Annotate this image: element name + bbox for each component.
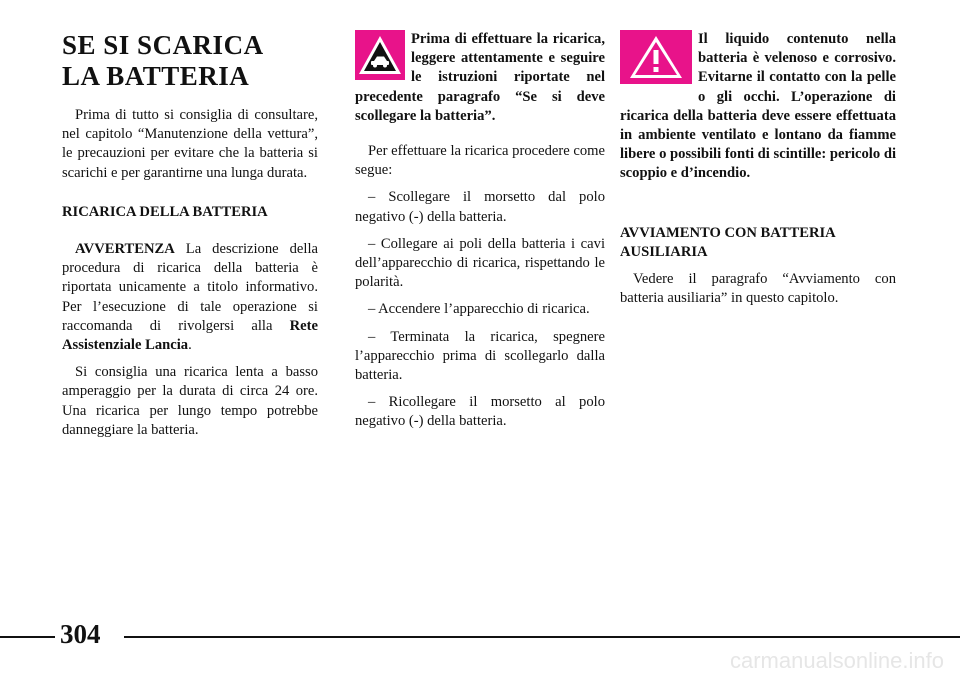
avvertenza-end: .	[188, 337, 192, 354]
procedure-step-5: – Ricollegare il morsetto al polo negativo (-) della batteria.	[355, 394, 605, 430]
page-number: 304	[60, 619, 101, 649]
intro-paragraph: Prima di tutto si consiglia di consultare, nel capitolo “Manutenzione della vettura”, le precauzioni per evitare che la batteria si scarichi e per garantirne una lunga durata.	[62, 107, 318, 181]
procedure-intro: Per effettuare la ricarica procedere come segue:	[355, 143, 605, 179]
footer-rule-right	[124, 636, 960, 638]
watermark: carmanualsonline.info	[729, 648, 944, 673]
section-heading-ricarica: RICARICA DELLA BATTERIA	[62, 203, 268, 220]
procedure-step-4: – Terminata la ricarica, spegnere l’apparecchio prima di scollegarlo dalla batteria.	[355, 328, 605, 384]
footer-rule-left	[0, 636, 55, 638]
warning-text-ricarica: Prima di effettuare la ricarica, leggere attentamente e seguire le istruzioni riportate nel precedente paragrafo “Se si deve scollegare la batteria”.	[355, 31, 605, 124]
advice-paragraph: Si consiglia una ricarica lenta a basso amperaggio per la durata di circa 24 ore. Una ricarica per lungo tempo potrebbe danneggiare la batteria.	[62, 364, 318, 438]
warning-text-liquido: Il liquido contenuto nella batteria è velenoso e corrosivo. Evitarne il contatto con la pelle o gli occhi. L’operazione di ricarica della batteria deve essere effettuata in ambiente ventilato e lontano da fiamme libere o possibili fonti di scintille: pericolo di scoppio e d’incendio.	[620, 31, 896, 182]
column-right	[620, 30, 896, 308]
title-line-1: SE SI SCARICA	[62, 30, 264, 60]
avvertenza-bold: Rete Assistenziale Lancia	[62, 317, 318, 354]
procedure-step-2: – Collegare ai poli della batteria i cavi dell’apparecchio di ricarica, rispettando le polarità.	[355, 235, 605, 291]
procedure-step-3: – Accendere l’apparecchio di ricarica.	[368, 301, 590, 318]
car-warning-triangle-icon	[355, 30, 405, 85]
danger-triangle-icon	[620, 30, 692, 89]
title-line-2: LA BATTERIA	[62, 61, 250, 91]
column-left	[62, 30, 318, 440]
warning-block-ricarica	[355, 30, 605, 126]
avvertenza-text: La descrizione della procedura di ricarica della batteria è riportata unicamente a titolo informativo. Per l’esecuzione di tale operazione si raccomanda di rivolgersi alla	[62, 241, 318, 334]
avvertenza-label: AVVERTENZA	[75, 241, 175, 258]
page-title	[62, 30, 318, 92]
avvertenza-paragraph	[62, 240, 318, 355]
warning-block-liquido	[620, 30, 896, 184]
procedure-step-1: – Scollegare il morsetto dal polo negativo (-) della batteria.	[355, 189, 605, 225]
avviamento-paragraph: Vedere il paragrafo “Avviamento con batteria ausiliaria” in questo capitolo.	[620, 271, 896, 307]
column-middle	[355, 30, 605, 432]
section-heading-avviamento: AVVIAMENTO CON BATTERIA AUSILIARIA	[620, 224, 835, 260]
